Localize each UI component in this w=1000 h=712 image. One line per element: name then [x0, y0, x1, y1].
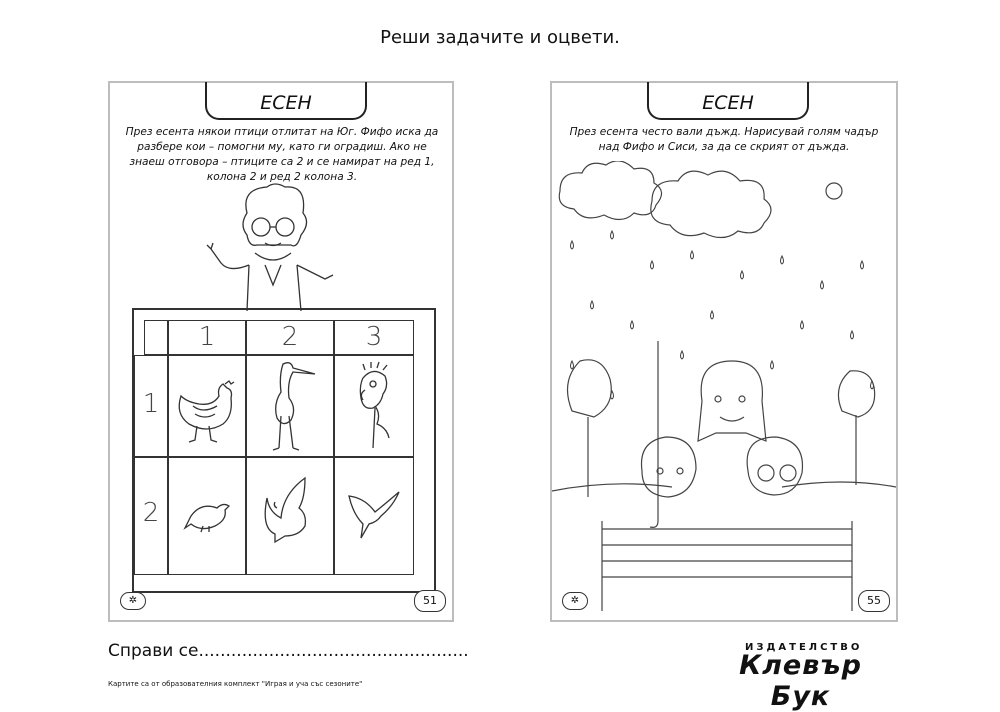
column-header-2 [246, 320, 334, 355]
boy-with-glasses-illustration [205, 183, 345, 311]
left-instruction: През есента някои птици отлитат на Юг. Фифо иска да разбере кои – помогни му, като ги оградиш. Ако не знаеш отговора – птиците са 2 и се намират на ред 1, колона 2 и ред 2 колона 3. [125, 126, 439, 183]
column-label: 2 [281, 322, 299, 352]
row-label: 2 [142, 498, 160, 528]
swallow-icon [335, 458, 413, 572]
source-note: Картите са от образователния комплект "Играя и уча със сезоните" [108, 680, 363, 688]
cell-r1-c2 [246, 355, 334, 457]
row-header-1 [134, 355, 168, 457]
row-label: 1 [142, 389, 160, 419]
row-header-2 [134, 457, 168, 575]
left-page-number: 51 [414, 590, 446, 612]
rain-scene-illustration [552, 161, 896, 621]
snowflake-badge-icon: ✲ [562, 592, 588, 610]
column-header-3 [334, 320, 414, 355]
cell-r2-c3 [334, 457, 414, 575]
right-page-number: 55 [858, 590, 890, 612]
sparrow-icon [169, 458, 245, 572]
cell-r1-c3 [334, 355, 414, 457]
hen-icon [169, 356, 245, 454]
snowflake-badge-icon: ✲ [120, 592, 146, 610]
column-header-1 [168, 320, 246, 355]
column-label: 1 [198, 322, 216, 352]
column-label: 3 [365, 322, 383, 352]
page-heading: Реши задачите и оцвети. [380, 27, 620, 48]
cell-r2-c1 [168, 457, 246, 575]
cell-r2-c2 [246, 457, 334, 575]
cell-r1-c1 [168, 355, 246, 457]
left-page-title: ЕСЕН [205, 82, 367, 120]
grid-corner [144, 320, 168, 355]
brand-logo: Клевър Бук [739, 650, 862, 712]
done-label: Справи се.................................................. [108, 641, 469, 661]
brand-publisher-label: ИЗДАТЕЛСТВО [745, 642, 863, 653]
parrot-icon [335, 356, 413, 454]
right-page-title: ЕСЕН [647, 82, 809, 120]
birds-grid [132, 308, 436, 593]
dove-icon [247, 458, 333, 572]
left-worksheet [108, 81, 454, 622]
right-worksheet [550, 81, 898, 622]
right-instruction: През есента често вали дъжд. Нарисувай голям чадър над Фифо и Сиси, за да се скрият от дъжда. [569, 126, 879, 153]
stork-icon [247, 356, 333, 454]
